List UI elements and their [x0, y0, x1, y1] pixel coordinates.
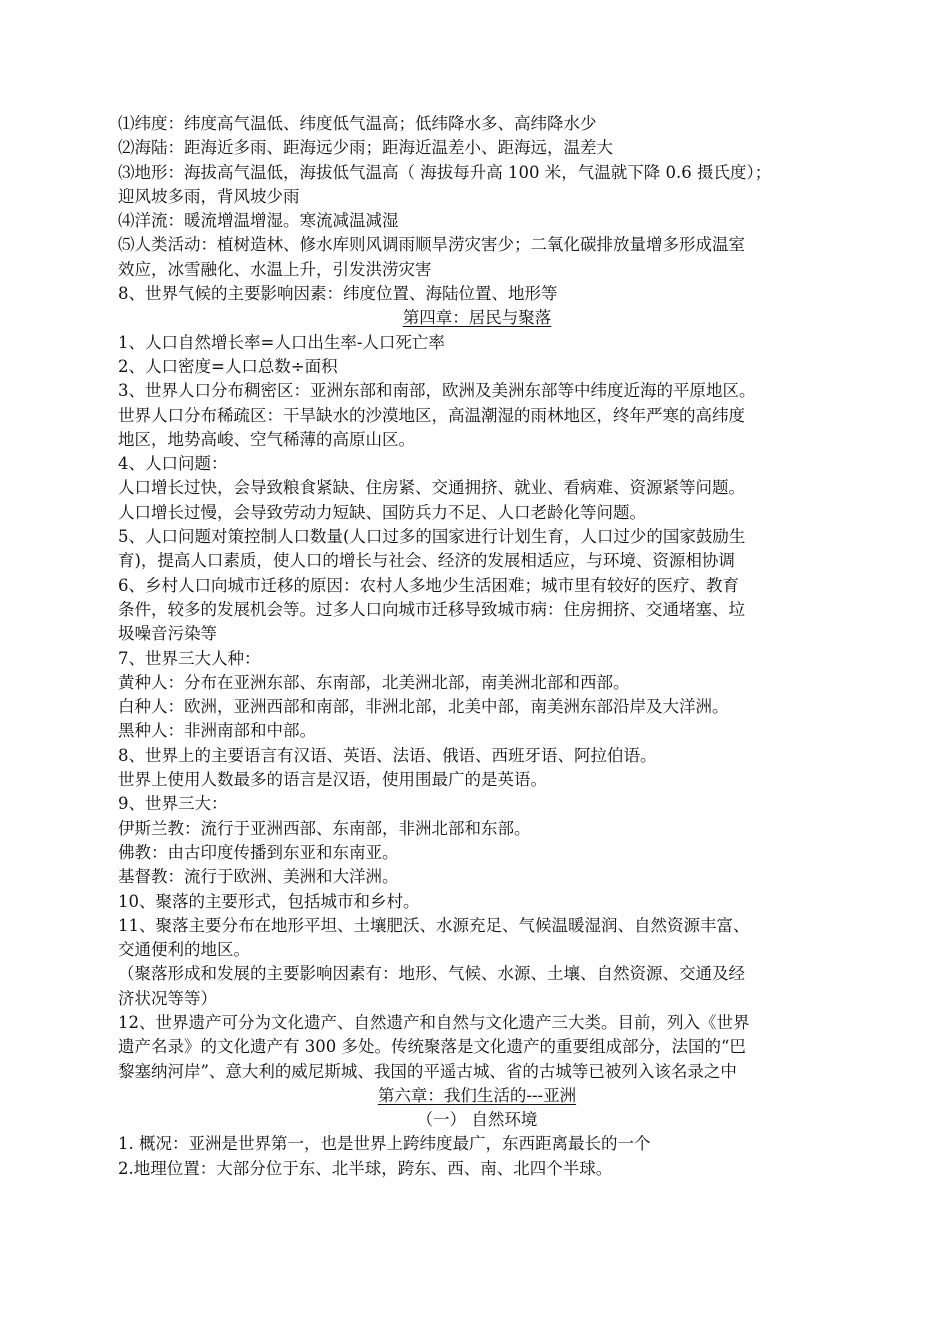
text-line: 圾噪音污染等 [118, 624, 217, 644]
text-line: 育)，提高人口素质，使人口的增长与社会、经济的发展相适应，与环境、资源相协调 [118, 551, 735, 571]
text-line: ⑵海陆：距海近多雨、距海远少雨；距海近温差小、距海远，温差大 [118, 138, 613, 158]
text-line: 7、世界三大人种： [118, 648, 261, 668]
text-line: 地区，地势高峻、空气稀薄的高原山区。 [118, 429, 415, 449]
document-body [118, 112, 836, 1181]
text-line: （聚落形成和发展的主要影响因素有：地形、气候、水源、土壤、自然资源、交通及经 [118, 964, 745, 984]
text-line: 11、聚落主要分布在地形平坦、土壤肥沃、水源充足、气候温暖湿润、自然资源丰富、 [118, 915, 750, 935]
text-line: 6、乡村人口向城市迁移的原因：农村人多地少生活困难；城市里有较好的医疗、教育 [118, 575, 739, 595]
text-line: 世界人口分布稀疏区：干旱缺水的沙漠地区，高温潮湿的雨林地区，终年严寒的高纬度 [118, 405, 745, 425]
text-line: 黑种人：非洲南部和中部。 [118, 721, 316, 741]
text-line: 人口增长过快，会导致粮食紧缺、住房紧、交通拥挤、就业、看病难、资源紧等问题。 [118, 478, 745, 498]
text-line: 8、世界上的主要语言有汉语、英语、法语、俄语、西班牙语、阿拉伯语。 [118, 745, 657, 765]
chapter-heading-4 [118, 306, 836, 330]
text-line: 世界上使用人数最多的语言是汉语，使用围最广的是英语。 [118, 770, 547, 790]
text-line: 条件，较多的发展机会等。过多人口向城市迁移导致城市病：住房拥挤、交通堵塞、垃 [118, 599, 745, 619]
text-line: 2、人口密度=人口总数÷面积 [118, 356, 338, 376]
chapter-heading-6 [118, 1084, 836, 1108]
text-line: 3、世界人口分布稠密区：亚洲东部和南部，欧洲及美洲东部等中纬度近海的平原地区。 [118, 381, 756, 401]
text-line: 10、聚落的主要形式，包括城市和乡村。 [118, 891, 420, 911]
text-line: 12、世界遗产可分为文化遗产、自然遗产和自然与文化遗产三大类。目前，列入《世界 [118, 1012, 750, 1032]
text-line: 迎风坡多雨，背风坡少雨 [118, 186, 300, 206]
text-line: 1、人口自然增长率=人口出生率-人口死亡率 [118, 332, 445, 352]
text-line: ⑸人类活动：植树造林、修水库则风调雨顺旱涝灾害少；二氧化碳排放量增多形成温室 [118, 235, 745, 255]
text-line: 交通便利的地区。 [118, 940, 250, 960]
text-line: 伊斯兰教：流行于亚洲西部、东南部，非洲北部和东部。 [118, 818, 531, 838]
text-line: 效应，冰雪融化、水温上升，引发洪涝灾害 [118, 259, 432, 279]
text-line: 黎塞纳河岸”、意大利的威尼斯城、我国的平遥古城、省的古城等已被列入该名录之中 [118, 1061, 737, 1081]
text-line: 5、人口问题对策控制人口数量(人口过多的国家进行计划生育，人口过少的国家鼓励生 [118, 527, 746, 547]
text-line: 济状况等等） [118, 988, 217, 1008]
section-heading: （一） 自然环境 [416, 1110, 538, 1130]
chapter-heading-text: 第四章：居民与聚落 [402, 308, 552, 328]
text-line: 4、人口问题： [118, 454, 228, 474]
text-line: 基督教：流行于欧洲、美洲和大洋洲。 [118, 867, 399, 887]
text-line: 人口增长过慢，会导致劳动力短缺、国防兵力不足、人口老龄化等问题。 [118, 502, 646, 522]
text-line: ⑷洋流：暖流增温增湿。寒流减温减湿 [118, 211, 399, 231]
text-line: 9、世界三大： [118, 794, 228, 814]
text-line: ⑴纬度：纬度高气温低、纬度低气温高；低纬降水多、高纬降水少 [118, 114, 597, 133]
text-line: ⑶地形：海拔高气温低，海拔低气温高（ 海拔每升高 100 米，气温就下降 0.6 摄氏度）； [118, 162, 772, 182]
text-line: 黄种人：分布在亚洲东部、东南部，北美洲北部，南美洲北部和西部。 [118, 672, 630, 692]
text-line: 白种人：欧洲，亚洲西部和南部，非洲北部，北美中部，南美洲东部沿岸及大洋洲。 [118, 697, 729, 717]
text-line: 佛教：由古印度传播到东亚和东南亚。 [118, 842, 399, 862]
chapter-heading-text: 第六章：我们生活的---亚洲 [377, 1085, 577, 1105]
text-line: 8、世界气候的主要影响因素：纬度位置、海陆位置、地形等 [118, 284, 558, 304]
text-line: 2.地理位置：大部分位于东、北半球，跨东、西、南、北四个半球。 [118, 1158, 613, 1178]
text-line: 遗产名录》的文化遗产有 300 多处。传统聚落是文化遗产的重要组成部分，法国的“巴 [118, 1037, 746, 1057]
text-line: 1. 概况：亚洲是世界第一，也是世界上跨纬度最广，东西距离最长的一个 [118, 1134, 651, 1154]
